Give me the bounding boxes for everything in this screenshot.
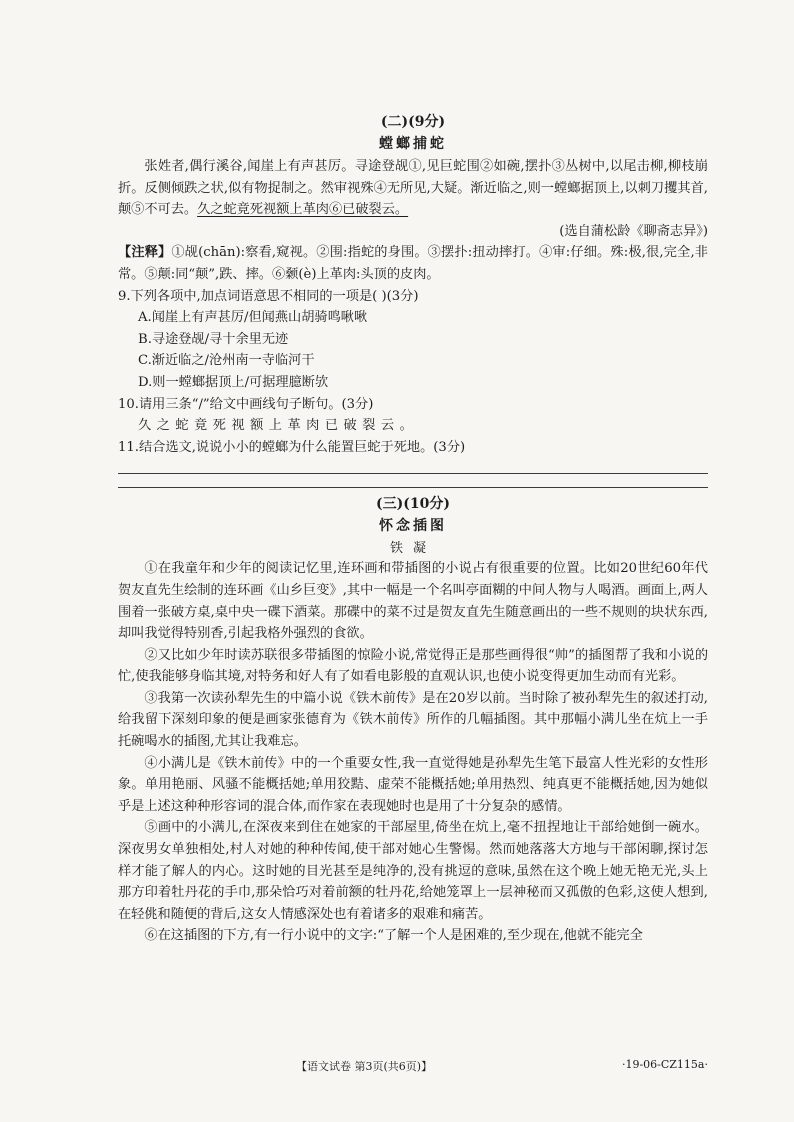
- essay-paragraph-3: ③我第一次读孙犁先生的中篇小说《铁木前传》是在20岁以前。当时除了被孙犁先生的叙述打动,给我留下深刻印象的便是画家张德育为《铁木前传》所作的几幅插图。其中那幅小满儿坐在炕上一手托碗喝水的插图,尤其让我难忘。: [118, 690, 708, 750]
- q9-option-b: B.寻途登觇/寻十余里无迹: [138, 331, 289, 347]
- section-2-heading: (二)(9分): [380, 114, 446, 130]
- question-10: 10.请用三条“/”给文中画线句子断句。(3分): [118, 396, 374, 412]
- notes: [118, 242, 708, 285]
- answer-line[interactable]: [118, 472, 708, 474]
- q9-option-c: C.渐近临之/沧州南一寺临河干: [138, 353, 315, 369]
- section-3-title: 怀念插图: [379, 518, 447, 535]
- essay-paragraph-6: ⑥在这插图的下方,有一行小说中的文字:“了解一个人是困难的,至少现在,他就不能完全: [144, 928, 643, 944]
- q9-option-d: D.则一螳螂据顶上/可据理臆断欤: [138, 374, 329, 390]
- classical-passage: [118, 156, 708, 221]
- author: 铁凝: [389, 541, 436, 557]
- passage-underlined-sentence: 久之蛇竟死视额上革肉⑥已破裂云。: [197, 202, 409, 218]
- question-11: 11.结合选文,说说小小的螳螂为什么能置巨蛇于死地。(3分): [118, 439, 466, 455]
- section-3-heading: (三)(10分): [376, 496, 450, 513]
- section-2-title: 螳螂捕蛇: [379, 136, 447, 152]
- exam-page: [118, 112, 708, 947]
- footer-page-info: 【语文试卷 第3页(共6页)】: [296, 1060, 433, 1073]
- q9-option-a: A.闻崖上有声甚厉/但闻燕山胡骑鸣啾啾: [138, 310, 368, 326]
- notes-label: 【注释】: [118, 245, 172, 261]
- notes-text: ①觇(chān):察看,窥视。②围:指蛇的身围。③摆扑:扭动摔打。④审:仔细。殊:极,很,完全,非常。⑤颠:同“颠”,跌、摔。⑥颡(è)上革肉:头顶的皮肉。: [118, 245, 708, 282]
- essay-paragraph-1: ①在我童年和少年的阅读记忆里,连环画和带插图的小说占有很重要的位置。比如20世纪60年代贺友直先生绘制的连环画《山乡巨变》,其中一幅是一个名叫亭面糊的中间人物与人喝酒。画面上,两人围着一张破方桌,桌中央一碟下酒菜。那碟中的菜不过是贺友直先生随意画出的一些不规则的块状东西,却叫我觉得特别香,引起我格外强烈的食欲。: [118, 561, 708, 642]
- question-9: 9.下列各项中,加点词语意思不相同的一项是( )(3分): [118, 288, 419, 304]
- essay-paragraph-5: ⑤画中的小满儿,在深夜来到住在她家的干部屋里,倚坐在炕上,毫不扭捏地让干部给她倒一碗水。深夜男女单独相处,村人对她的种种传闻,使干部对她心生警惕。然而她落落大方地与干部闲聊,探讨怎样才能了解人的内心。这时她的目光甚至是纯净的,没有挑逗的意味,虽然在这个晚上她无艳无光,头上那方印着牡丹花的手巾,那朵恰巧对着前额的牡丹花,给她笼罩上一层神秘而又孤傲的色彩,这使人想到,在轻佻和随便的背后,这女人情感深处也有着诸多的艰难和痛苦。: [118, 820, 708, 922]
- page-footer: [118, 1058, 708, 1076]
- q10-sentence: 久之蛇竟死视额上革肉已破裂云。: [138, 418, 419, 434]
- passage-text: 张姓者,偶行溪谷,闻崖上有声甚厉。寻途登觇①,见巨蛇围②如碗,摆扑③丛树中,以尾击柳,柳枝崩折。反侧倾跌之状,似有物捉制之。然审视殊④无所见,大疑。渐近临之,则一螳螂据顶上,以刺刀攫其首,颠⑤不可去。: [118, 159, 708, 218]
- essay-paragraph-2: ②又比如少年时读苏联很多带插图的惊险小说,常觉得正是那些画得很“帅”的插图帮了我和小说的忙,使我能够身临其境,对特务和好人有了如看电影般的直观认识,也使小说变得更加生动而有光彩。: [118, 647, 708, 685]
- footer-code: ·19-06-CZ115a·: [621, 1058, 708, 1071]
- essay-paragraph-4: ④小满儿是《铁木前传》中的一个重要女性,我一直觉得她是孙犁先生笔下最富人性光彩的女性形象。单用艳丽、风骚不能概括她;单用狡黠、虚荣不能概括她;单用热烈、纯真更不能概括她,因为她似乎是上述这种种形容词的混合体,而作家在表现她时也是用了十分复杂的感情。: [118, 755, 708, 814]
- passage-source: (选自蒲松龄《聊斋志异》): [559, 223, 708, 239]
